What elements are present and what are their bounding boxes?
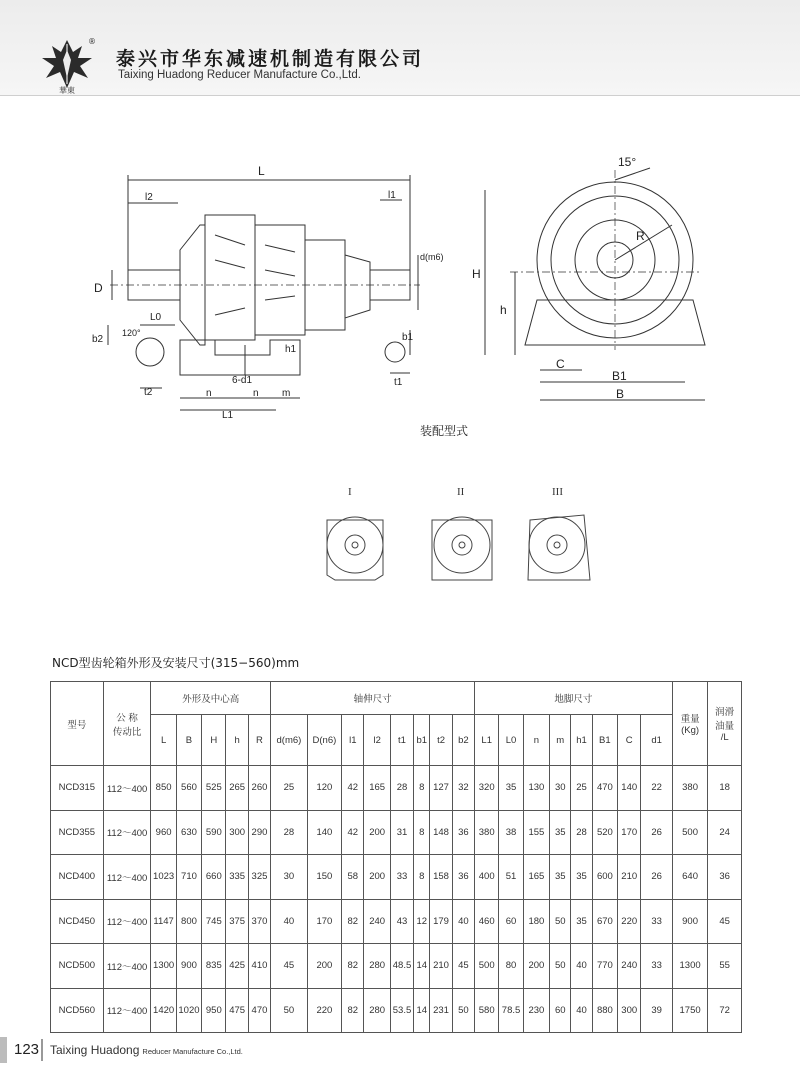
footer-divider — [41, 1039, 43, 1061]
dim-L1: L1 — [222, 410, 234, 421]
table-cell: 30 — [271, 855, 308, 900]
base-feet — [180, 340, 300, 375]
table-cell: 50 — [271, 988, 308, 1033]
table-cell: 960 — [151, 810, 176, 855]
table-cell: 82 — [342, 899, 364, 944]
table-row — [51, 899, 742, 944]
table-cell: 1300 — [151, 944, 176, 989]
dim-R: R — [636, 229, 645, 243]
table-cell: 300 — [618, 988, 641, 1033]
table-cell: 475 — [226, 988, 248, 1033]
table-title: NCD型齿轮箱外形及安装尺寸(315−560)mm — [52, 656, 300, 670]
table-cell: 40 — [571, 944, 592, 989]
model-cell: NCD400 — [51, 855, 104, 900]
angle-15: 15° — [618, 155, 637, 169]
dim-t1: t1 — [394, 377, 403, 388]
subheader-cell: R — [248, 715, 270, 766]
dim-b2: b2 — [92, 334, 104, 345]
variant-label-III: III — [552, 486, 563, 498]
subheader-cell: B — [176, 715, 201, 766]
company-name-cn: 泰兴市华东减速机制造有限公司 — [116, 48, 425, 70]
subheader-cell: C — [618, 715, 641, 766]
dim-d: d(m6) — [420, 252, 444, 262]
table-cell: 26 — [641, 810, 672, 855]
table-cell: 640 — [672, 855, 708, 900]
model-cell: NCD315 — [51, 766, 104, 811]
table-cell: 112～400 — [103, 944, 151, 989]
dim-L: L — [258, 164, 265, 178]
table-cell: 148 — [430, 810, 452, 855]
table-cell: 45 — [708, 899, 742, 944]
output-cone — [345, 255, 370, 318]
table-cell: 72 — [708, 988, 742, 1033]
dim-B: B — [616, 387, 625, 401]
subheader-cell: t1 — [390, 715, 413, 766]
table-cell: 82 — [342, 944, 364, 989]
table-cell: 40 — [271, 899, 308, 944]
table-cell: 950 — [202, 988, 226, 1033]
table-cell: 50 — [550, 944, 571, 989]
table-cell: 590 — [202, 810, 226, 855]
table-cell: 220 — [618, 899, 641, 944]
table-cell: 325 — [248, 855, 270, 900]
table-cell: 25 — [271, 766, 308, 811]
table-cell: 170 — [618, 810, 641, 855]
table-cell: 48.5 — [390, 944, 413, 989]
subheader-cell: L — [151, 715, 176, 766]
variant-II-sketch — [432, 517, 492, 580]
output-key-section — [385, 342, 405, 362]
table-cell: 25 — [571, 766, 592, 811]
dim-C: C — [556, 357, 565, 371]
table-cell: 900 — [176, 944, 201, 989]
header-shaft-group: 轴伸尺寸 — [271, 682, 475, 715]
huadong-logo-icon — [40, 38, 94, 94]
table-cell: 28 — [571, 810, 592, 855]
table-cell: 410 — [248, 944, 270, 989]
table-cell: 78.5 — [499, 988, 523, 1033]
table-cell: 33 — [641, 944, 672, 989]
subheader-cell: t2 — [430, 715, 452, 766]
table-cell: 470 — [248, 988, 270, 1033]
table-cell: 280 — [364, 988, 390, 1033]
dimension-table — [50, 681, 742, 1033]
table-row — [51, 944, 742, 989]
table-cell: 835 — [202, 944, 226, 989]
table-cell: 560 — [176, 766, 201, 811]
table-cell: 8 — [414, 810, 430, 855]
footer-bar — [0, 1037, 7, 1063]
subheader-cell: l2 — [364, 715, 390, 766]
table-cell: 425 — [226, 944, 248, 989]
subheader-cell: d(m6) — [271, 715, 308, 766]
variant-I-sketch — [327, 517, 383, 580]
dim-L0: L0 — [150, 312, 162, 323]
table-cell: 24 — [708, 810, 742, 855]
table-cell: 335 — [226, 855, 248, 900]
table-cell: 470 — [592, 766, 617, 811]
table-row — [51, 855, 742, 900]
table-cell: 1147 — [151, 899, 176, 944]
table-cell: 112～400 — [103, 766, 151, 811]
table-cell: 112～400 — [103, 855, 151, 900]
variant-III-sketch — [528, 515, 590, 580]
table-cell: 670 — [592, 899, 617, 944]
table-cell: 38 — [499, 810, 523, 855]
table-cell: 45 — [452, 944, 474, 989]
table-cell: 280 — [364, 944, 390, 989]
table-cell: 140 — [618, 766, 641, 811]
table-row — [51, 988, 742, 1033]
subheader-cell: L1 — [475, 715, 499, 766]
table-cell: 127 — [430, 766, 452, 811]
table-cell: 240 — [618, 944, 641, 989]
table-cell: 58 — [342, 855, 364, 900]
table-cell: 170 — [307, 899, 341, 944]
table-cell: 370 — [248, 899, 270, 944]
table-cell: 36 — [452, 810, 474, 855]
table-cell: 710 — [176, 855, 201, 900]
table-cell: 155 — [523, 810, 549, 855]
table-cell: 36 — [452, 855, 474, 900]
angle-120: 120° — [122, 328, 141, 338]
table-row — [51, 766, 742, 811]
dim-D: D — [94, 281, 103, 295]
table-cell: 220 — [307, 988, 341, 1033]
table-cell: 14 — [414, 988, 430, 1033]
footer-brand — [50, 1043, 243, 1057]
dim-m: m — [282, 388, 291, 399]
table-cell: 1750 — [672, 988, 708, 1033]
table-cell: 45 — [271, 944, 308, 989]
page-number: 123 — [14, 1041, 40, 1058]
table-cell: 40 — [452, 899, 474, 944]
table-cell: 53.5 — [390, 988, 413, 1033]
table-cell: 500 — [475, 944, 499, 989]
table-cell: 60 — [550, 988, 571, 1033]
model-cell: NCD560 — [51, 988, 104, 1033]
table-cell: 33 — [390, 855, 413, 900]
table-cell: 230 — [523, 988, 549, 1033]
subheader-cell: l1 — [342, 715, 364, 766]
subheader-cell: D(n6) — [307, 715, 341, 766]
table-cell: 60 — [499, 899, 523, 944]
model-cell: NCD355 — [51, 810, 104, 855]
subheader-cell: h1 — [571, 715, 592, 766]
table-cell: 50 — [550, 899, 571, 944]
subheader-cell: d1 — [641, 715, 672, 766]
table-cell: 210 — [618, 855, 641, 900]
table-cell: 580 — [475, 988, 499, 1033]
table-cell: 35 — [550, 810, 571, 855]
table-cell: 210 — [430, 944, 452, 989]
table-cell: 400 — [475, 855, 499, 900]
subheader-cell: b1 — [414, 715, 430, 766]
dim-H: H — [472, 267, 481, 281]
table-cell: 82 — [342, 988, 364, 1033]
table-cell: 18 — [708, 766, 742, 811]
table-cell: 179 — [430, 899, 452, 944]
table-cell: 880 — [592, 988, 617, 1033]
table-cell: 130 — [523, 766, 549, 811]
model-cell: NCD500 — [51, 944, 104, 989]
table-cell: 35 — [499, 766, 523, 811]
company-name-en: Taixing Huadong Reducer Manufacture Co.,Ltd. — [118, 69, 361, 81]
footer-brand-small: Reducer Manufacture Co.,Ltd. — [142, 1047, 243, 1056]
table-cell: 320 — [475, 766, 499, 811]
table-cell: 850 — [151, 766, 176, 811]
dim-t2: t2 — [144, 387, 153, 398]
table-cell: 525 — [202, 766, 226, 811]
table-cell: 200 — [364, 810, 390, 855]
table-cell: 300 — [226, 810, 248, 855]
table-cell: 28 — [390, 766, 413, 811]
subheader-cell: b2 — [452, 715, 474, 766]
table-cell: 265 — [226, 766, 248, 811]
table-cell: 800 — [176, 899, 201, 944]
table-cell: 1420 — [151, 988, 176, 1033]
dim-h1: h1 — [285, 344, 297, 355]
table-cell: 520 — [592, 810, 617, 855]
table-cell: 180 — [523, 899, 549, 944]
table-cell: 55 — [708, 944, 742, 989]
table-cell: 42 — [342, 810, 364, 855]
table-cell: 35 — [571, 899, 592, 944]
dim-l1: l1 — [388, 190, 396, 201]
table-cell: 660 — [202, 855, 226, 900]
header-ratio: 公 称 传动比 — [103, 682, 151, 766]
table-cell: 43 — [390, 899, 413, 944]
table-cell: 35 — [550, 855, 571, 900]
table-cell: 80 — [499, 944, 523, 989]
table-cell: 165 — [523, 855, 549, 900]
registered-mark: ® — [88, 37, 96, 46]
table-cell: 231 — [430, 988, 452, 1033]
table-cell: 158 — [430, 855, 452, 900]
input-key-section — [136, 338, 164, 366]
dim-n-2: n — [253, 388, 259, 399]
table-cell: 120 — [307, 766, 341, 811]
subheader-cell: h — [226, 715, 248, 766]
table-cell: 8 — [414, 766, 430, 811]
table-cell: 36 — [708, 855, 742, 900]
table-cell: 380 — [672, 766, 708, 811]
table-cell: 39 — [641, 988, 672, 1033]
variant-label-I: I — [348, 486, 352, 498]
table-cell: 140 — [307, 810, 341, 855]
assembly-drawing — [0, 100, 800, 620]
table-cell: 165 — [364, 766, 390, 811]
dim-6-d1: 6-d1 — [232, 375, 253, 386]
table-row — [51, 810, 742, 855]
table-cell: 460 — [475, 899, 499, 944]
table-cell: 1023 — [151, 855, 176, 900]
table-cell: 42 — [342, 766, 364, 811]
subheader-cell: H — [202, 715, 226, 766]
dim-b1: b1 — [402, 332, 414, 343]
table-cell: 26 — [641, 855, 672, 900]
header-weight: 重量 (Kg) — [672, 682, 708, 766]
subheader-cell: B1 — [592, 715, 617, 766]
dim-n-1: n — [206, 388, 212, 399]
table-cell: 14 — [414, 944, 430, 989]
footer-brand-name: Taixing Huadong — [50, 1043, 140, 1057]
subheader-cell: n — [523, 715, 549, 766]
table-cell: 290 — [248, 810, 270, 855]
stage-2-housing — [255, 225, 305, 335]
table-cell: 8 — [414, 855, 430, 900]
table-cell: 770 — [592, 944, 617, 989]
table-cell: 1020 — [176, 988, 201, 1033]
table-cell: 30 — [550, 766, 571, 811]
header-outline-group: 外形及中心高 — [151, 682, 271, 715]
table-cell: 200 — [364, 855, 390, 900]
table-cell: 240 — [364, 899, 390, 944]
table-cell: 200 — [523, 944, 549, 989]
table-cell: 32 — [452, 766, 474, 811]
table-cell: 375 — [226, 899, 248, 944]
table-cell: 600 — [592, 855, 617, 900]
page-header — [0, 0, 800, 96]
table-cell: 900 — [672, 899, 708, 944]
dim-l2: l2 — [145, 192, 153, 203]
variant-label-II: II — [457, 486, 465, 498]
dim-h: h — [500, 303, 507, 317]
header-foot-group: 地脚尺寸 — [475, 682, 673, 715]
table-cell: 380 — [475, 810, 499, 855]
table-cell: 200 — [307, 944, 341, 989]
table-cell: 50 — [452, 988, 474, 1033]
header-oil: 润滑 油量 /L — [708, 682, 742, 766]
table-cell: 112～400 — [103, 899, 151, 944]
subheader-cell: L0 — [499, 715, 523, 766]
table-cell: 112～400 — [103, 988, 151, 1033]
dim-B1: B1 — [612, 369, 627, 383]
model-cell: NCD450 — [51, 899, 104, 944]
table-cell: 1300 — [672, 944, 708, 989]
table-cell: 745 — [202, 899, 226, 944]
table-cell: 630 — [176, 810, 201, 855]
table-cell: 112～400 — [103, 810, 151, 855]
table-cell: 40 — [571, 988, 592, 1033]
table-cell: 51 — [499, 855, 523, 900]
table-cell: 150 — [307, 855, 341, 900]
table-cell: 28 — [271, 810, 308, 855]
table-cell: 260 — [248, 766, 270, 811]
table-cell: 35 — [571, 855, 592, 900]
table-cell: 12 — [414, 899, 430, 944]
table-cell: 33 — [641, 899, 672, 944]
logo-text: 華東 — [59, 86, 75, 94]
table-cell: 31 — [390, 810, 413, 855]
subheader-cell: m — [550, 715, 571, 766]
header-model: 型号 — [51, 682, 104, 766]
table-cell: 500 — [672, 810, 708, 855]
table-cell: 22 — [641, 766, 672, 811]
stage-1-housing — [205, 215, 255, 340]
drawing-caption: 装配型式 — [420, 424, 469, 438]
